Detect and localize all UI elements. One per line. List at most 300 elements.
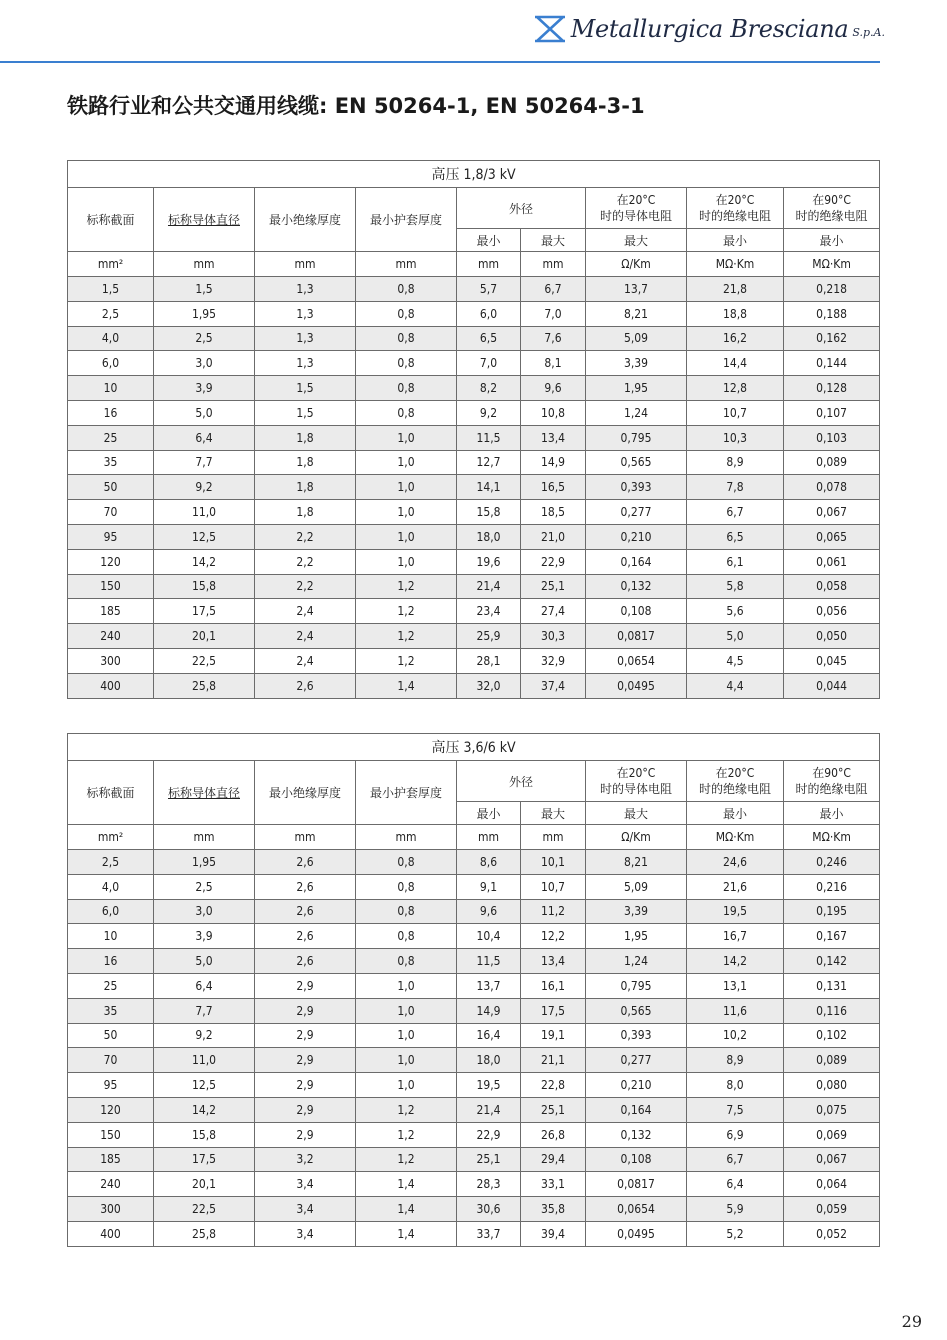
brand-logo [533,14,885,44]
mb-logo-mark-icon [533,14,567,44]
col-ins20-l1: 在20°C [715,766,755,780]
table-cell: 1,5 [255,400,356,425]
table-cell: 0,8 [356,874,457,899]
table-cell: 2,9 [255,998,356,1023]
col-outer-diameter: 外径 [457,188,586,229]
table-cell: 6,7 [687,500,784,525]
unit-cell: MΩ·Km [784,252,880,277]
table-cell: 0,103 [784,425,880,450]
table-cell: 17,5 [521,998,586,1023]
table-cell: 0,277 [586,500,687,525]
table-cell: 16 [68,949,154,974]
table-cell: 0,052 [784,1221,880,1246]
table-cell: 1,4 [356,1221,457,1246]
table-cell: 13,4 [521,949,586,974]
table-cell: 0,8 [356,301,457,326]
table-cell: 95 [68,524,154,549]
col-min-sheath: 最小护套厚度 [356,188,457,252]
table-cell: 5,09 [586,874,687,899]
col-min-sheath: 最小护套厚度 [356,761,457,825]
table-cell: 13,4 [521,425,586,450]
col-conductor-resistance-l2: 时的导体电阻 [599,209,672,223]
table-cell: 300 [68,1197,154,1222]
table-cell: 1,0 [356,500,457,525]
table-cell: 2,9 [255,973,356,998]
table-row [68,425,880,450]
table-row [68,899,880,924]
table-cell: 1,95 [586,376,687,401]
table-cell: 2,9 [255,1097,356,1122]
table-cell: 6,5 [457,326,521,351]
table-cell: 0,8 [356,326,457,351]
table-cell: 7,7 [154,998,255,1023]
table-cell: 35,8 [521,1197,586,1222]
table-cell: 1,24 [586,949,687,974]
table-cell: 95 [68,1073,154,1098]
table-cell: 5,8 [687,574,784,599]
table-cell: 16,5 [521,475,586,500]
table-cell: 11,0 [154,500,255,525]
table-cell: 0,064 [784,1172,880,1197]
table-cell: 6,0 [68,351,154,376]
table-cell: 0,128 [784,376,880,401]
table-cell: 13,1 [687,973,784,998]
table-row [68,874,880,899]
table-cell: 2,6 [255,673,356,698]
table-cell: 33,7 [457,1221,521,1246]
table-cell: 5,7 [457,277,521,302]
table-cell: 0,164 [586,1097,687,1122]
table-cell: 18,5 [521,500,586,525]
table-cell: 0,8 [356,899,457,924]
unit-cell: mm² [68,825,154,850]
table-cell: 5,0 [687,624,784,649]
table-cell: 1,3 [255,351,356,376]
table-cell: 21,0 [521,524,586,549]
table-row [68,1097,880,1122]
col-conductor-diameter: 标称导体直径 [154,188,255,252]
table-cell: 4,4 [687,673,784,698]
table-cell: 1,3 [255,277,356,302]
table-cell: 0,565 [586,450,687,475]
table-cell: 0,080 [784,1073,880,1098]
table-cell: 0,216 [784,874,880,899]
table-row [68,1147,880,1172]
table-cell: 1,5 [68,277,154,302]
table-cell: 10,2 [687,1023,784,1048]
table-cell: 8,1 [521,351,586,376]
table-cell: 1,95 [586,924,687,949]
table-cell: 9,6 [457,899,521,924]
table-cell: 12,7 [457,450,521,475]
table-cell: 0,210 [586,524,687,549]
table-cell: 1,2 [356,624,457,649]
header-divider [0,61,880,63]
table-row [68,673,880,698]
table-cell: 0,058 [784,574,880,599]
table-cell: 15,8 [154,574,255,599]
col-nominal-section: 标称截面 [68,188,154,252]
table-cell: 14,9 [457,998,521,1023]
table-cell: 15,8 [154,1122,255,1147]
col-ins20-l2: 时的绝缘电阻 [698,782,771,796]
table-cell: 39,4 [521,1221,586,1246]
table-cell: 0,188 [784,301,880,326]
table-cell: 6,0 [457,301,521,326]
table-cell: 2,5 [154,874,255,899]
unit-cell: mm [255,825,356,850]
table-cell: 0,132 [586,1122,687,1147]
table-cell: 21,4 [457,1097,521,1122]
page-number: 29 [901,1312,922,1331]
table-cell: 2,2 [255,549,356,574]
col-ins90-l1: 在90°C [812,193,851,207]
table-cell: 11,0 [154,1048,255,1073]
table-cell: 4,0 [68,874,154,899]
table-cell: 8,21 [586,301,687,326]
table-cell: 0,044 [784,673,880,698]
table-cell: 25,8 [154,1221,255,1246]
table-cell: 16,1 [521,973,586,998]
table-cell: 0,246 [784,850,880,875]
table-cell: 5,0 [154,400,255,425]
table-cell: 50 [68,475,154,500]
table-cell: 10,8 [521,400,586,425]
table-cell: 2,4 [255,599,356,624]
table-cell: 23,4 [457,599,521,624]
table-cell: 16,2 [687,326,784,351]
ins90-min: 最小 [784,229,880,252]
table-cell: 0,108 [586,1147,687,1172]
table-cell: 1,2 [356,648,457,673]
table-cell: 0,0817 [586,624,687,649]
unit-cell: MΩ·Km [687,252,784,277]
unit-cell: MΩ·Km [687,825,784,850]
table-row [68,376,880,401]
table-row [68,301,880,326]
table-cell: 2,4 [255,624,356,649]
table-cell: 25 [68,973,154,998]
table-cell: 0,277 [586,1048,687,1073]
table-cell: 18,8 [687,301,784,326]
table-cell: 35 [68,998,154,1023]
table-row [68,998,880,1023]
col-ins20-l2: 时的绝缘电阻 [698,209,771,223]
table-cell: 0,210 [586,1073,687,1098]
table-cell: 12,5 [154,524,255,549]
unit-cell: mm [521,825,586,850]
table-cell: 1,0 [356,475,457,500]
table-cell: 0,069 [784,1122,880,1147]
table-cell: 9,2 [154,1023,255,1048]
table-cell: 1,0 [356,450,457,475]
table-cell: 0,131 [784,973,880,998]
spec-table-1-8-3kv [67,160,880,699]
table-cell: 8,9 [687,1048,784,1073]
table-row [68,648,880,673]
page-header [0,0,947,62]
table-cell: 1,4 [356,1172,457,1197]
table-cell: 2,2 [255,524,356,549]
table-cell: 25,8 [154,673,255,698]
table-cell: 19,6 [457,549,521,574]
table-cell: 0,565 [586,998,687,1023]
col-outer-diameter: 外径 [457,761,586,802]
table-cell: 0,162 [784,326,880,351]
table-cell: 1,0 [356,425,457,450]
table-cell: 150 [68,1122,154,1147]
table-cell: 16,7 [687,924,784,949]
table-cell: 0,8 [356,376,457,401]
unit-cell: MΩ·Km [784,825,880,850]
table-cell: 0,393 [586,1023,687,1048]
table-cell: 3,0 [154,351,255,376]
table-cell: 8,9 [687,450,784,475]
ins20-min: 最小 [687,229,784,252]
table-cell: 27,4 [521,599,586,624]
table-cell: 2,5 [68,301,154,326]
table-cell: 0,218 [784,277,880,302]
table-cell: 0,078 [784,475,880,500]
table-cell: 0,108 [586,599,687,624]
table-cell: 0,102 [784,1023,880,1048]
table-cell: 50 [68,1023,154,1048]
table-cell: 2,9 [255,1023,356,1048]
table-cell: 1,95 [154,850,255,875]
table-cell: 1,4 [356,673,457,698]
table-cell: 24,6 [687,850,784,875]
table-cell: 13,7 [457,973,521,998]
unit-cell: Ω/Km [586,252,687,277]
sub-max: 最大 [521,802,586,825]
table-cell: 10,1 [521,850,586,875]
table-cell: 0,0654 [586,648,687,673]
table-row [68,1172,880,1197]
table-cell: 120 [68,549,154,574]
table-cell: 5,09 [586,326,687,351]
table-cell: 21,4 [457,574,521,599]
table-row [68,1048,880,1073]
sub-max: 最大 [521,229,586,252]
brand-suffix: S.p.A. [852,25,885,39]
table-cell: 2,6 [255,924,356,949]
table-cell: 1,3 [255,326,356,351]
table-cell: 9,6 [521,376,586,401]
table-cell: 25,1 [457,1147,521,1172]
table-cell: 32,0 [457,673,521,698]
table-cell: 20,1 [154,1172,255,1197]
table-cell: 33,1 [521,1172,586,1197]
table-cell: 2,9 [255,1073,356,1098]
table-cell: 1,0 [356,1023,457,1048]
table-cell: 0,067 [784,1147,880,1172]
table-cell: 1,0 [356,1073,457,1098]
table-cell: 2,5 [154,326,255,351]
table-cell: 0,0495 [586,673,687,698]
table-cell: 3,4 [255,1197,356,1222]
table-row [68,475,880,500]
table-cell: 1,0 [356,998,457,1023]
table-cell: 2,6 [255,949,356,974]
table-cell: 25,1 [521,1097,586,1122]
col-nominal-section: 标称截面 [68,761,154,825]
table-cell: 185 [68,1147,154,1172]
table-cell: 0,142 [784,949,880,974]
table-row [68,1073,880,1098]
table-row [68,326,880,351]
table-cell: 7,0 [457,351,521,376]
table-cell: 5,6 [687,599,784,624]
table-cell: 0,0495 [586,1221,687,1246]
table-cell: 6,7 [521,277,586,302]
table-cell: 2,9 [255,1122,356,1147]
col-insulation-resistance-90 [784,188,880,229]
unit-cell: mm² [68,252,154,277]
table-cell: 240 [68,1172,154,1197]
table-cell: 1,24 [586,400,687,425]
table-cell: 21,6 [687,874,784,899]
table-cell: 2,4 [255,648,356,673]
table-cell: 0,056 [784,599,880,624]
table-cell: 25,1 [521,574,586,599]
table-cell: 10 [68,376,154,401]
table-cell: 0,089 [784,1048,880,1073]
unit-cell: mm [356,825,457,850]
table-cell: 37,4 [521,673,586,698]
table-cell: 14,2 [687,949,784,974]
unit-cell: mm [521,252,586,277]
table-cell: 10,3 [687,425,784,450]
table-cell: 6,9 [687,1122,784,1147]
col-insulation-resistance-90 [784,761,880,802]
table-cell: 120 [68,1097,154,1122]
table-cell: 3,39 [586,899,687,924]
table-cell: 1,0 [356,549,457,574]
table-cell: 0,061 [784,549,880,574]
table-row [68,549,880,574]
table-cell: 0,045 [784,648,880,673]
table-cell: 0,116 [784,998,880,1023]
table-cell: 19,1 [521,1023,586,1048]
table-row [68,973,880,998]
table-cell: 22,9 [457,1122,521,1147]
table-cell: 21,8 [687,277,784,302]
table-cell: 18,0 [457,1048,521,1073]
table-cell: 12,2 [521,924,586,949]
spec-table-3-6-6kv [67,733,880,1247]
table-cell: 4,0 [68,326,154,351]
col-ins90-l2: 时的绝缘电阻 [795,209,868,223]
res-max: 最大 [586,802,687,825]
table-cell: 0,075 [784,1097,880,1122]
table-cell: 1,5 [154,277,255,302]
table-row [68,924,880,949]
table-cell: 400 [68,673,154,698]
page-title: 铁路行业和公共交通用线缆: EN 50264-1, EN 50264-3-1 [67,94,645,118]
table-cell: 1,8 [255,425,356,450]
table-row [68,524,880,549]
table-cell: 0,393 [586,475,687,500]
table-cell: 8,0 [687,1073,784,1098]
table-cell: 10,7 [687,400,784,425]
res-max: 最大 [586,229,687,252]
table-cell: 150 [68,574,154,599]
table-cell: 240 [68,624,154,649]
col-conductor-resistance-l1: 在20°C [616,193,656,207]
col-ins90-l1: 在90°C [812,766,851,780]
unit-cell: mm [457,825,521,850]
table-cell: 14,9 [521,450,586,475]
sub-min: 最小 [457,802,521,825]
table-cell: 0,0654 [586,1197,687,1222]
col-ins20-l1: 在20°C [715,193,755,207]
table-cell: 10,7 [521,874,586,899]
table-cell: 30,3 [521,624,586,649]
voltage-title: 高压 1,8/3 kV [68,161,880,188]
table-cell: 10 [68,924,154,949]
table-cell: 70 [68,1048,154,1073]
table-cell: 22,9 [521,549,586,574]
brand-name: Metallurgica Bresciana [570,15,849,43]
table-cell: 0,067 [784,500,880,525]
table-cell: 2,5 [68,850,154,875]
table-cell: 5,2 [687,1221,784,1246]
table-cell: 0,8 [356,924,457,949]
table-cell: 1,4 [356,1197,457,1222]
sub-min: 最小 [457,229,521,252]
table-row [68,351,880,376]
table-cell: 5,9 [687,1197,784,1222]
table-row [68,277,880,302]
col-min-insulation: 最小绝缘厚度 [255,188,356,252]
table-cell: 1,95 [154,301,255,326]
table-cell: 12,5 [154,1073,255,1098]
table-cell: 2,6 [255,850,356,875]
table-cell: 9,2 [457,400,521,425]
table-cell: 15,8 [457,500,521,525]
table-cell: 14,2 [154,549,255,574]
unit-cell: mm [154,252,255,277]
table-cell: 22,8 [521,1073,586,1098]
table-cell: 0,8 [356,400,457,425]
table-row [68,949,880,974]
table-row [68,1122,880,1147]
table-cell: 5,0 [154,949,255,974]
table-cell: 6,4 [154,973,255,998]
table-cell: 6,4 [687,1172,784,1197]
table-cell: 11,6 [687,998,784,1023]
table-cell: 0,050 [784,624,880,649]
col-conductor-diameter: 标称导体直径 [154,761,255,825]
table-row [68,1197,880,1222]
table-row [68,400,880,425]
table-cell: 11,5 [457,949,521,974]
table-cell: 8,2 [457,376,521,401]
table-cell: 1,2 [356,574,457,599]
table-cell: 7,6 [521,326,586,351]
table-cell: 7,7 [154,450,255,475]
table-cell: 1,2 [356,1147,457,1172]
table-cell: 1,0 [356,1048,457,1073]
col-conductor-resistance [586,188,687,229]
table-row [68,1023,880,1048]
table-cell: 0,164 [586,549,687,574]
table-cell: 14,2 [154,1097,255,1122]
table-row [68,574,880,599]
table-row [68,500,880,525]
table-cell: 1,2 [356,1122,457,1147]
table-cell: 6,0 [68,899,154,924]
